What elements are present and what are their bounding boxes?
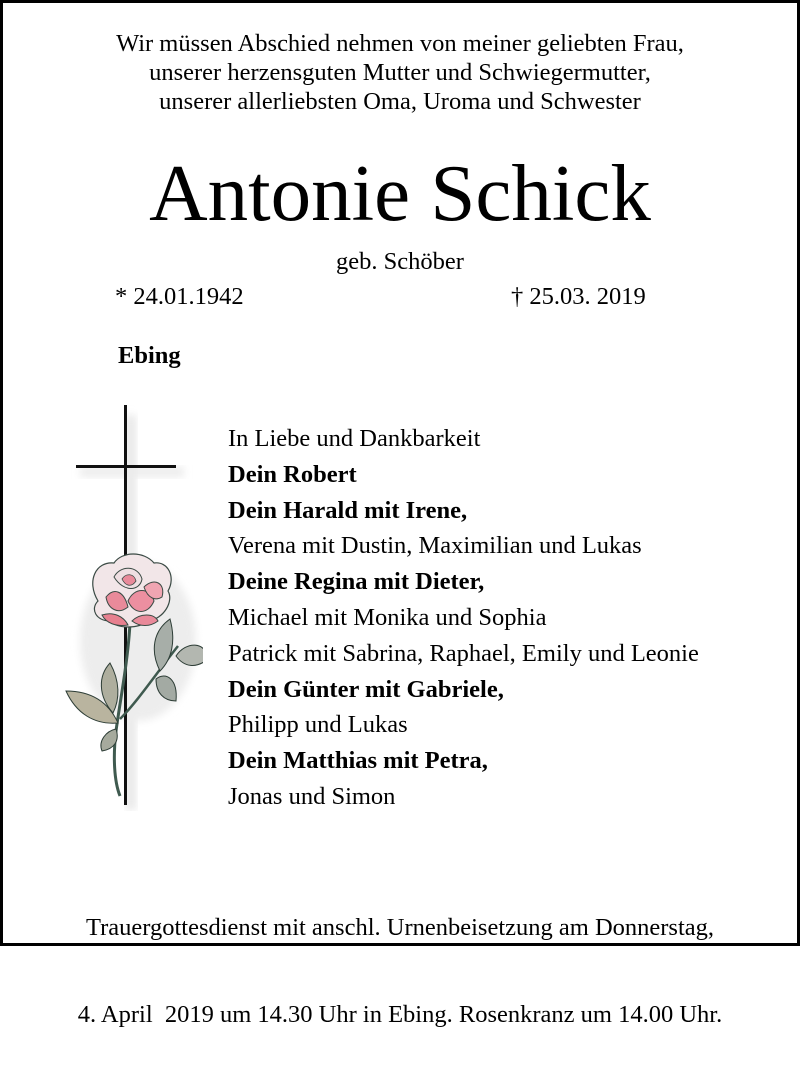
mourner-line: Verena mit Dustin, Maximilian und Lukas [228,532,642,560]
deceased-name: Antonie Schick [149,148,651,238]
mourners-heading: In Liebe und Dankbarkeit [228,425,481,452]
mourner-line: Dein Günter mit Gabriele, [228,675,504,703]
mourners-list [228,421,699,815]
mourner-line: Philipp und Lukas [228,711,408,739]
service-line: Trauergottesdienst mit anschl. Urnenbeisetzung am Donnerstag, [85,914,715,941]
intro-text [3,29,797,116]
cross-with-rose-icon [58,401,203,811]
death-date: † 25.03. 2019 [511,283,646,310]
mourner-line: Jonas und Simon [228,782,396,810]
service-line: 4. April 2019 um 14.30 Uhr in Ebing. Rosenkranz um 14.00 Uhr. [77,1001,723,1028]
birth-name: geb. Schöber [336,248,464,275]
residence-place: Ebing [118,342,181,369]
mourner-line: Michael mit Monika und Sophia [228,603,547,631]
intro-line: unserer herzensguten Mutter und Schwiegermutter, [149,59,651,86]
intro-line: unserer allerliebsten Oma, Uroma und Schwester [159,88,641,115]
mourner-line: Deine Regina mit Dieter, [228,568,485,596]
funeral-service-info [3,855,797,1087]
mourner-line: Patrick mit Sabrina, Raphael, Emily und Leonie [228,639,699,667]
mourner-line: Dein Robert [228,460,357,488]
intro-line: Wir müssen Abschied nehmen von meiner geliebten Frau, [116,30,684,57]
birth-date: * 24.01.1942 [115,283,244,310]
mourner-line: Dein Matthias mit Petra, [228,747,488,775]
mourner-line: Dein Harald mit Irene, [228,496,468,524]
